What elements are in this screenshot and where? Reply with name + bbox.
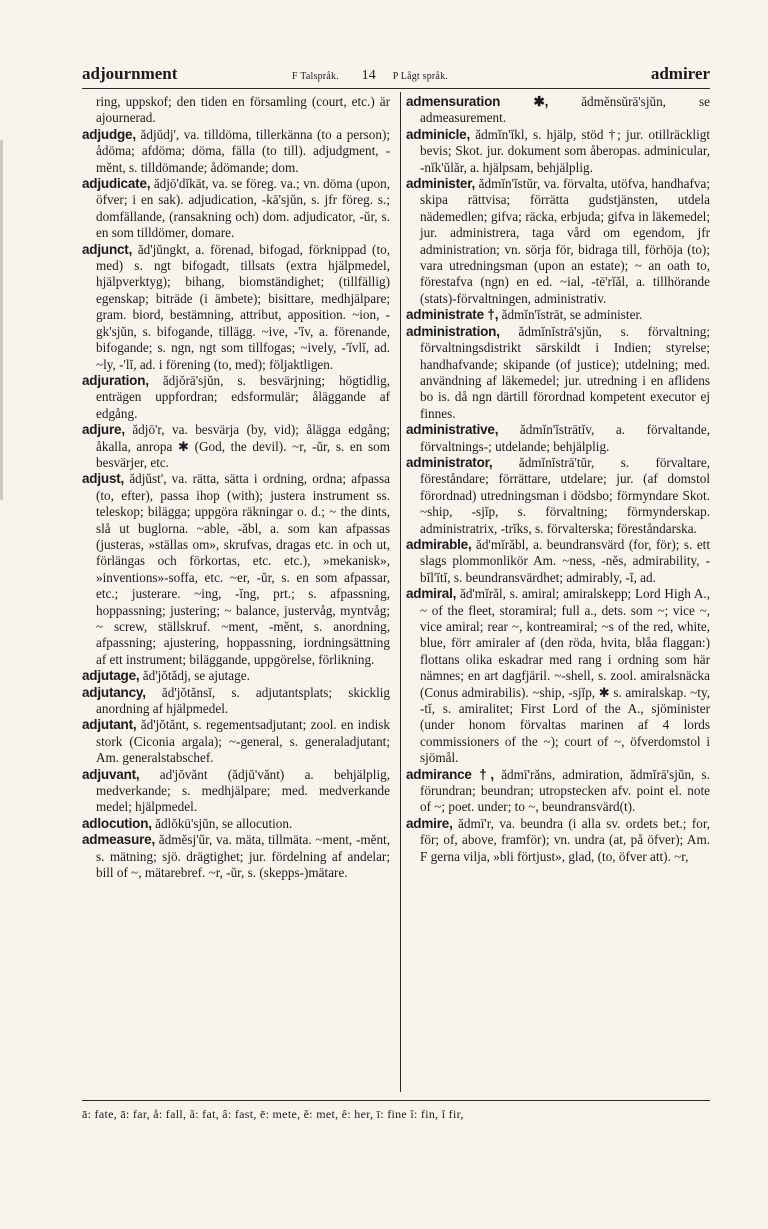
entry-headword: adjure, — [82, 422, 125, 438]
entry-headword: adjutancy, — [82, 684, 146, 700]
entry-definition: ădjŏrā'sjŭn, s. besvärjning; högtidlig, enträgen uppfordran; edsformulär; åläggande af edgång. — [96, 372, 390, 421]
dictionary-entry — [406, 455, 710, 537]
dictionary-entry — [82, 422, 390, 471]
dictionary-entry — [82, 685, 390, 718]
dictionary-entry — [82, 94, 390, 127]
entry-headword: admeasure, — [82, 832, 156, 848]
pronunciation-key: ā: fate, ā: far, å: fall, ă: fat, â: fast, ē: mete, ĕ: met, ê: her, ī: fine ĭ: fin, ĭ fir, — [82, 1100, 710, 1122]
entry-definition: ăd'jŏtădj, se ajutage. — [142, 668, 250, 684]
entry-definition: ădjŭst', va. rätta, sätta i ordning, ordna; afpassa (to, efter), passa ihop (with); justera instrument ss. teleskop; bilägga; uppgöra räkningar o. d.; ~ the dints, slå ut buglorna. ~able, -ăbl, a. som kan afpassas (justeras, »ställas om», skrufvas, dragas etc. in och ut, förlängas och förkortas, etc. etc.), »mekanisk», »inventions»-soffa, etc. ~er, -ŭr, s. en som afpassar, etc.; justerare. ~ing, -ĭng, prt.; s. afpassning, hoppassning; justering; ~ balance, justervåg, myntvåg; ~ screw, ställskruf. ~ment, -mĕnt, s. anordning, afpassning; ajustering, hoppassning, iordningsättning af ett instrument; biläggande, uppgörelse, förlikning. — [96, 471, 390, 667]
entry-headword: admire, — [406, 815, 453, 831]
entry-headword: administration, — [406, 323, 500, 339]
dictionary-entry — [82, 127, 390, 176]
entry-headword: administrative, — [406, 422, 499, 438]
entry-definition: ădmĭn'ĭstrātĭv, a. förvaltande, förvaltnings-; utdelande; behjälplig. — [420, 422, 711, 454]
dictionary-entry — [82, 816, 390, 832]
entry-definition: ădmĭn'ĭkl, s. hjälp, stöd †; jur. otillräckligt bevis; Skot. jur. dokument som åberopas. adminicular, -nĭk'ŭlăr, a. hjälpsam, behjälplig. — [420, 126, 710, 175]
entry-definition: ădjō'r, va. besvärja (by, vid); ålägga edgång; åkalla, anropa ✱ (God, the devil). ~r, -ŭr, s. en som besvärjer, etc. — [96, 422, 390, 470]
dictionary-entry — [82, 373, 390, 422]
entry-headword: administrator, — [406, 454, 493, 470]
entry-headword: adjuration, — [82, 372, 149, 388]
entry-definition: ădlŏkū'sjŭn, se allocution. — [155, 815, 293, 831]
page-header — [82, 62, 710, 89]
dictionary-entry — [82, 668, 390, 684]
entry-definition: ădmī'r, va. beundra (i alla sv. ordets bet.; for, för; of, above, framför); vn. undra (at, på öfver); Am. F gerna vilja, »bli förtjust», glad, (to, öfver att). ~r, — [420, 815, 711, 864]
dictionary-entry — [82, 176, 390, 242]
entry-definition: ăd'jŏtănt, s. regementsadjutant; zool. en indisk stork (Ciconia argala); ~-general, s. generaladjutant; Am. generalstabschef. — [96, 717, 391, 766]
entry-headword: adjutage, — [82, 668, 140, 684]
entry-definition: ădmĭnĭstrā'sjŭn, s. förvaltning; förvaltningsdistrikt särskildt i Indien; styrelse; handhafvande; skipande (of justice); utdelning; med. användning af läkemedel; jur. utredning i en aflidens bo is. då ngn därtill förordnad kompetent executor ej finnes. — [420, 323, 711, 421]
entry-headword: adlocution, — [82, 815, 152, 831]
dictionary-entry — [406, 324, 710, 422]
entry-headword: adjudge, — [82, 126, 136, 142]
entry-definition: ădmĕsj'ŭr, va. mäta, tillmäta. ~ment, -mĕnt, s. mätning; sjö. drägtighet; jur. fördelning af andelar; bill of ~, mätarebref. ~r, -ŭr, s. (skepps-)mätare. — [96, 832, 391, 881]
header-left-guideword: adjournment — [82, 64, 178, 83]
entry-definition: ădjŭdj', va. tilldöma, tillerkänna (to a person); ådöma; afdöma; döma, fälla (to till). adjudgment, -mĕnt, s. tilldömande; ådömande; dom. — [96, 126, 391, 175]
entry-headword: adjunct, — [82, 241, 133, 257]
entry-headword: administrate †, — [406, 307, 499, 323]
dictionary-entry — [406, 767, 710, 816]
lagt-sprak-legend: P Lågt språk. — [392, 71, 448, 82]
entry-headword: admiral, — [406, 586, 457, 602]
talsprak-legend: F Talspråk. — [292, 71, 339, 82]
entry-definition: ădjō'dĭkāt, va. se föreg. va.; vn. döma (upon, öfver; i en sak). adjudication, -kā'sjŭn, s. jfr föreg. s.; domfällande, (ransakning och) dom. adjudicator, -ŭr, s. en som tilldömer, domare. — [96, 176, 390, 241]
entry-headword: adjust, — [82, 471, 125, 487]
dictionary-entry — [406, 537, 710, 586]
dictionary-entry — [82, 767, 390, 816]
entry-definition: ădmī'răns, admiration, ădmĭrā'sjŭn, s. förundran; beundran; utropstecken afv. point el. note of ~; poet. under; to ~, beundransvärd(t). — [420, 766, 710, 815]
dictionary-entry — [406, 816, 710, 865]
header-legend — [292, 68, 448, 84]
entry-definition: ăd'jŭngkt, a. förenad, bifogad, förknippad (to, med) s. ngt bifogadt, tillsats (extra hjälpmedel, hjälpverktyg); bihang, biomständighet; (tillfällig) egenskap; biträde (i ämbete); bisittare, medhjälpare; gram. biord, bestämning, attribut, apposition. ~ion, -gk'sjŭn, s. bifogande, tillägg. ~ive, -'ĭv, a. förenande, bifogande; s. ngn, ngt som tillfogas; ~ively, -'ĭvlĭ, ad. ~ly, -'lĭ, ad. i förening (to, med); följaktligen. — [96, 241, 390, 372]
entry-definition: ăd'jŏtănsĭ, s. adjutantsplats; skicklig anordning af hjälpmedel. — [96, 684, 390, 717]
dictionary-entry — [82, 832, 390, 881]
dictionary-entry — [406, 422, 710, 455]
dictionary-entry — [82, 717, 390, 766]
entry-headword: adminicle, — [406, 126, 471, 142]
left-column — [82, 94, 390, 882]
entry-definition: ad'jŏvănt (ădjŭ'vănt) a. behjälplig, medverkande; s. medhjälpare; med. medverkande medel; hjälpmedel. — [96, 766, 390, 815]
entry-definition: ădmĭnĭstrā'tŭr, s. förvaltare, föreståndare; förrättare, utdelare; jur. (af domstol förordnad) utredningsman i dödsbo; förmyndare Skot. ~ship, -sjĭp, s. förvaltning; förmynderskap. administratrix, -trĭks, s. förvalterska; föreståndarska. — [420, 454, 710, 536]
entry-definition: ăd'mĭrăl, s. amiral; amiralskepp; Lord High A., ~ of the fleet, storamiral; full a., dets. som ~; vice ~, vice amiral; rear ~, kontreamiral; ~s of the red, white, blue, förr amiraler af (den röda, hvita, blåa flaggan:) flottans olika eskadrar med rang i ordning som här nämnes; en art dagfjäril. ~-shell, s. zool. amiralsnäcka (Conus admirabilis). ~ship, -sjĭp, ✱ s. amiralskap. ~ty, -tĭ, s. amiralitet; First Lord of the A., sjöminister (under honom förvaltas marinen af 4 lords commissioners of the ~); court of ~, öfverdomstol i sjömål. — [420, 586, 710, 766]
entry-headword: adjuvant, — [82, 766, 140, 782]
entry-headword: adjutant, — [82, 717, 137, 733]
dictionary-entry — [406, 176, 710, 307]
page-edge-shadow — [0, 140, 3, 500]
entry-definition: ădmĭn'ĭstŭr, va. förvalta, utöfva, handhafva; skipa rättvisa; förrätta gudstjänsten, utdela nädemedlen; gifva; räcka, erbjuda; gifva in läkemedel; jur. administrera, taga vård om egendom, jfr administration; vn. sörja för, bidraga till, förhöja (to); vara utredningsman (upon an estate); ~ an oath to, förestafva (ngn) en ed. ~ial, -tē'rĭăl, a. tillhörande (stats)-förvaltningen, administrativ. — [420, 176, 711, 306]
right-column — [406, 94, 710, 865]
dictionary-entry — [406, 94, 710, 127]
page-number: 14 — [361, 68, 376, 83]
column-divider — [400, 92, 401, 1092]
entry-headword: adjudicate, — [82, 176, 151, 192]
dictionary-entry — [82, 471, 390, 668]
dictionary-entry — [82, 242, 390, 373]
entry-headword: admirance †, — [406, 766, 494, 782]
entry-headword: administer, — [406, 176, 476, 192]
dictionary-entry — [406, 586, 710, 766]
header-right-guideword: admirer — [650, 64, 710, 83]
entry-definition: ăd'mĭrăbl, a. beundransvärd (for, för); s. ett slags plommonlikör Am. ~ness, -nĕs, admirability, -bĭl'ĭtĭ, s. beundransvärdhet; admirably, -ĭ, ad. — [420, 536, 711, 585]
dictionary-entry — [406, 127, 710, 176]
entry-definition: ădmĕnsŭrā'sjŭn, se admeasurement. — [420, 94, 710, 126]
entry-headword: admensuration ✱, — [406, 94, 549, 109]
entry-definition: ring, uppskof; den tiden en församling (court, etc.) är ajournerad. — [96, 94, 390, 126]
entry-headword: admirable, — [406, 536, 472, 552]
entry-definition: ădmĭn'ĭstrāt, se administer. — [501, 307, 643, 323]
dictionary-entry — [406, 307, 710, 323]
